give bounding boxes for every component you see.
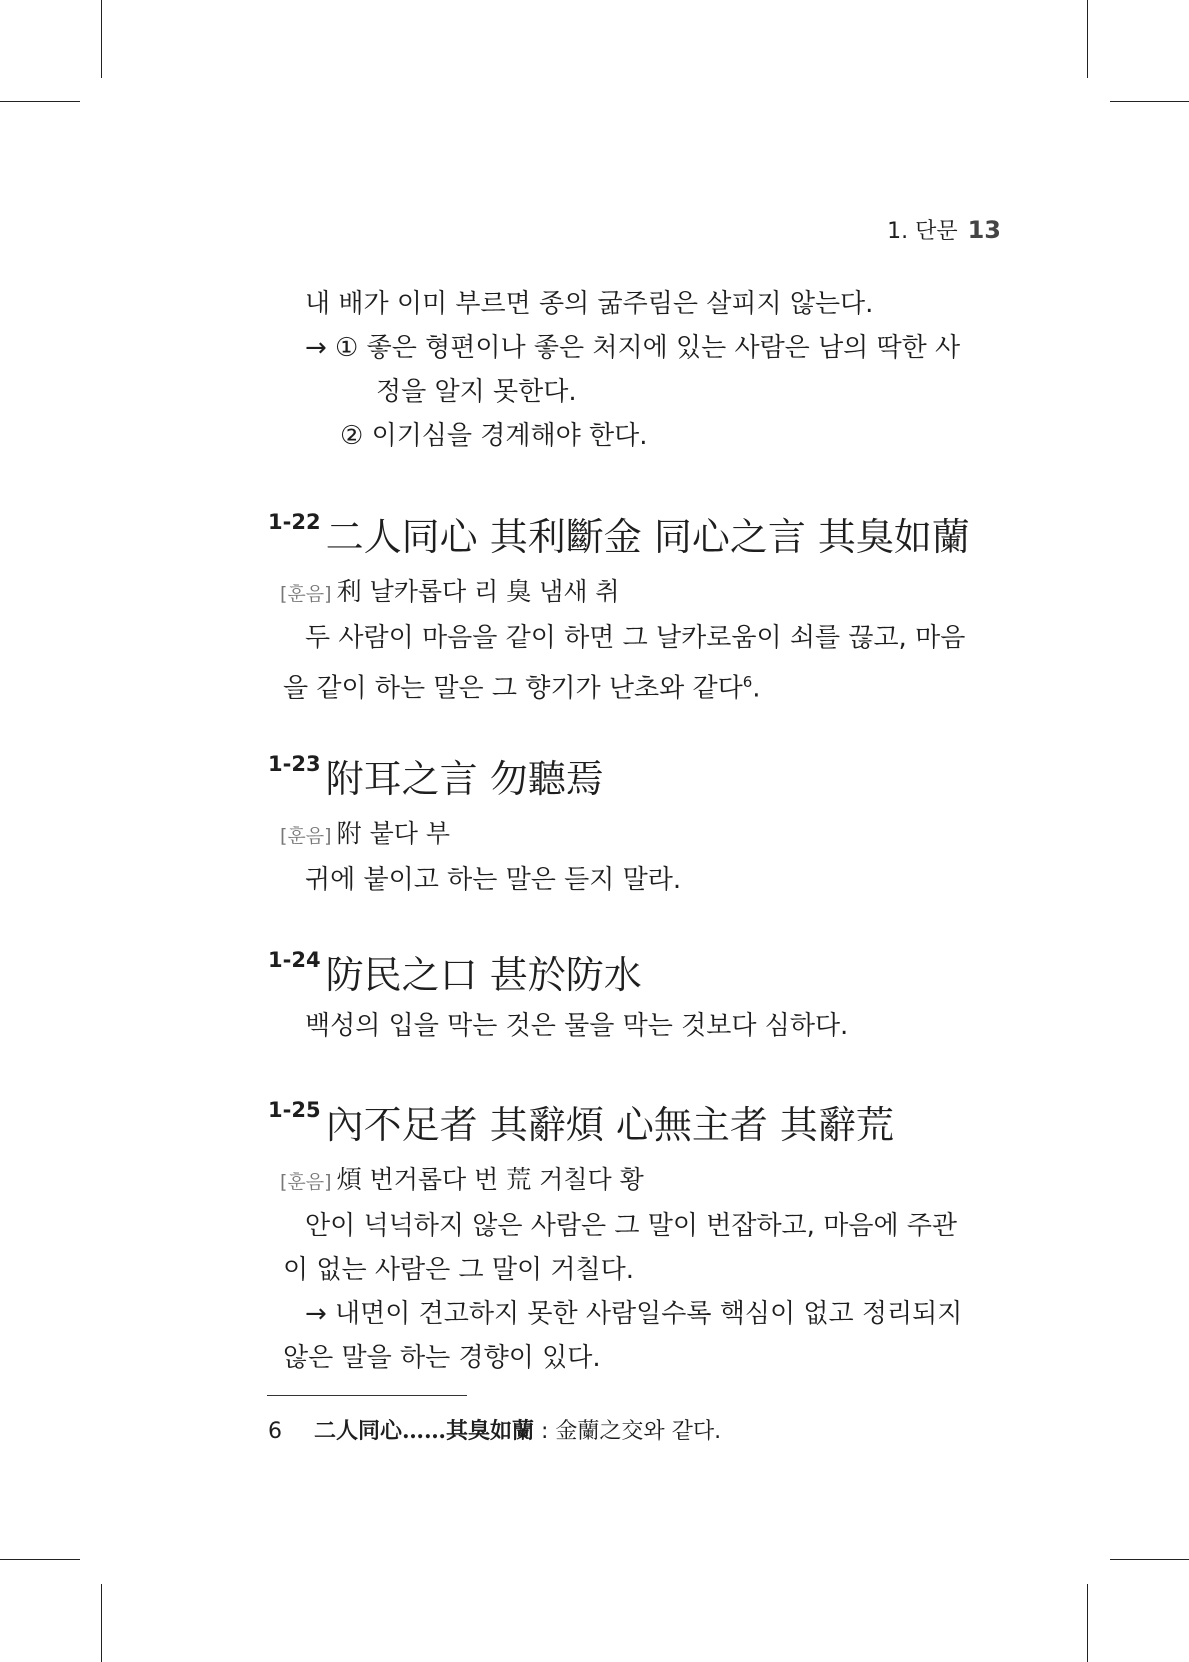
cont-note: → ① 좋은 형편이나 좋은 처지에 있는 사람은 남의 딱한 사 xyxy=(305,333,961,363)
hunum-tag: [훈음] xyxy=(280,825,332,847)
crop-mark xyxy=(1087,1584,1088,1662)
hunum-text: 附 붙다 부 xyxy=(336,819,450,848)
note-line: 않은 말을 하는 경향이 있다. xyxy=(283,1343,601,1373)
note-line: → 내면이 견고하지 못한 사람일수록 핵심이 없고 정리되지 xyxy=(305,1299,963,1329)
entry-number: 1-23 xyxy=(268,752,321,776)
entry-heading xyxy=(268,1094,894,1149)
entry-number: 1-22 xyxy=(268,510,321,534)
cont-note: ② 이기심을 경계해야 한다. xyxy=(340,421,648,451)
footnote-text: 金蘭之交와 같다. xyxy=(555,1419,722,1444)
entry-number: 1-24 xyxy=(268,948,321,972)
cont-line: 내 배가 이미 부르면 종의 굶주림은 살피지 않는다. xyxy=(305,289,874,319)
section-title: 1. 단문 xyxy=(887,219,958,244)
crop-mark xyxy=(0,101,80,102)
entry-heading xyxy=(268,748,604,803)
translation-line: 귀에 붙이고 하는 말은 듣지 말라. xyxy=(305,865,682,895)
crop-mark xyxy=(1110,1559,1189,1560)
entry-number: 1-25 xyxy=(268,1098,321,1122)
hunum-line xyxy=(280,1160,644,1196)
hunum-line xyxy=(280,814,450,850)
entry-title: 內不足者 其辭煩 心無主者 其辭荒 xyxy=(325,1103,894,1147)
running-header xyxy=(887,214,1001,245)
footnote xyxy=(268,1414,721,1445)
hunum-line xyxy=(280,572,620,608)
translation-line: 두 사람이 마음을 같이 하면 그 날카로움이 쇠를 끊고, 마음 xyxy=(305,623,966,653)
entry-title: 二人同心 其利斷金 同心之言 其臭如蘭 xyxy=(325,515,970,559)
crop-mark xyxy=(1087,0,1088,78)
hunum-text: 利 날카롭다 리 臭 냄새 취 xyxy=(336,577,620,606)
entry-title: 附耳之言 勿聽焉 xyxy=(325,757,604,801)
hunum-tag: [훈음] xyxy=(280,1171,332,1193)
translation-line: 이 없는 사람은 그 말이 거칠다. xyxy=(283,1255,634,1285)
page-number: 13 xyxy=(967,216,1001,244)
crop-mark xyxy=(101,1584,102,1662)
crop-mark xyxy=(0,1559,80,1560)
entry-title: 防民之口 甚於防水 xyxy=(325,953,642,997)
footnote-term: 二人同心……其臭如蘭 xyxy=(314,1418,535,1444)
hunum-text: 煩 번거롭다 번 荒 거칠다 황 xyxy=(336,1165,644,1194)
hunum-tag: [훈음] xyxy=(280,583,332,605)
entry-heading xyxy=(268,944,642,999)
cont-note: 정을 알지 못한다. xyxy=(376,377,577,407)
crop-mark xyxy=(101,0,102,78)
translation-line: 백성의 입을 막는 것은 물을 막는 것보다 심하다. xyxy=(305,1011,849,1041)
translation-line: 을 같이 하는 말은 그 향기가 난초와 같다$^6$. xyxy=(283,673,761,704)
translation-line: 안이 넉넉하지 않은 사람은 그 말이 번잡하고, 마음에 주관 xyxy=(305,1211,958,1241)
crop-mark xyxy=(1110,101,1189,102)
footnote-separator: : xyxy=(534,1419,556,1444)
footnote-ref: 6 xyxy=(742,673,753,691)
footnote-number: 6 xyxy=(268,1419,282,1444)
footnote-divider xyxy=(267,1395,467,1396)
entry-heading xyxy=(268,506,970,561)
